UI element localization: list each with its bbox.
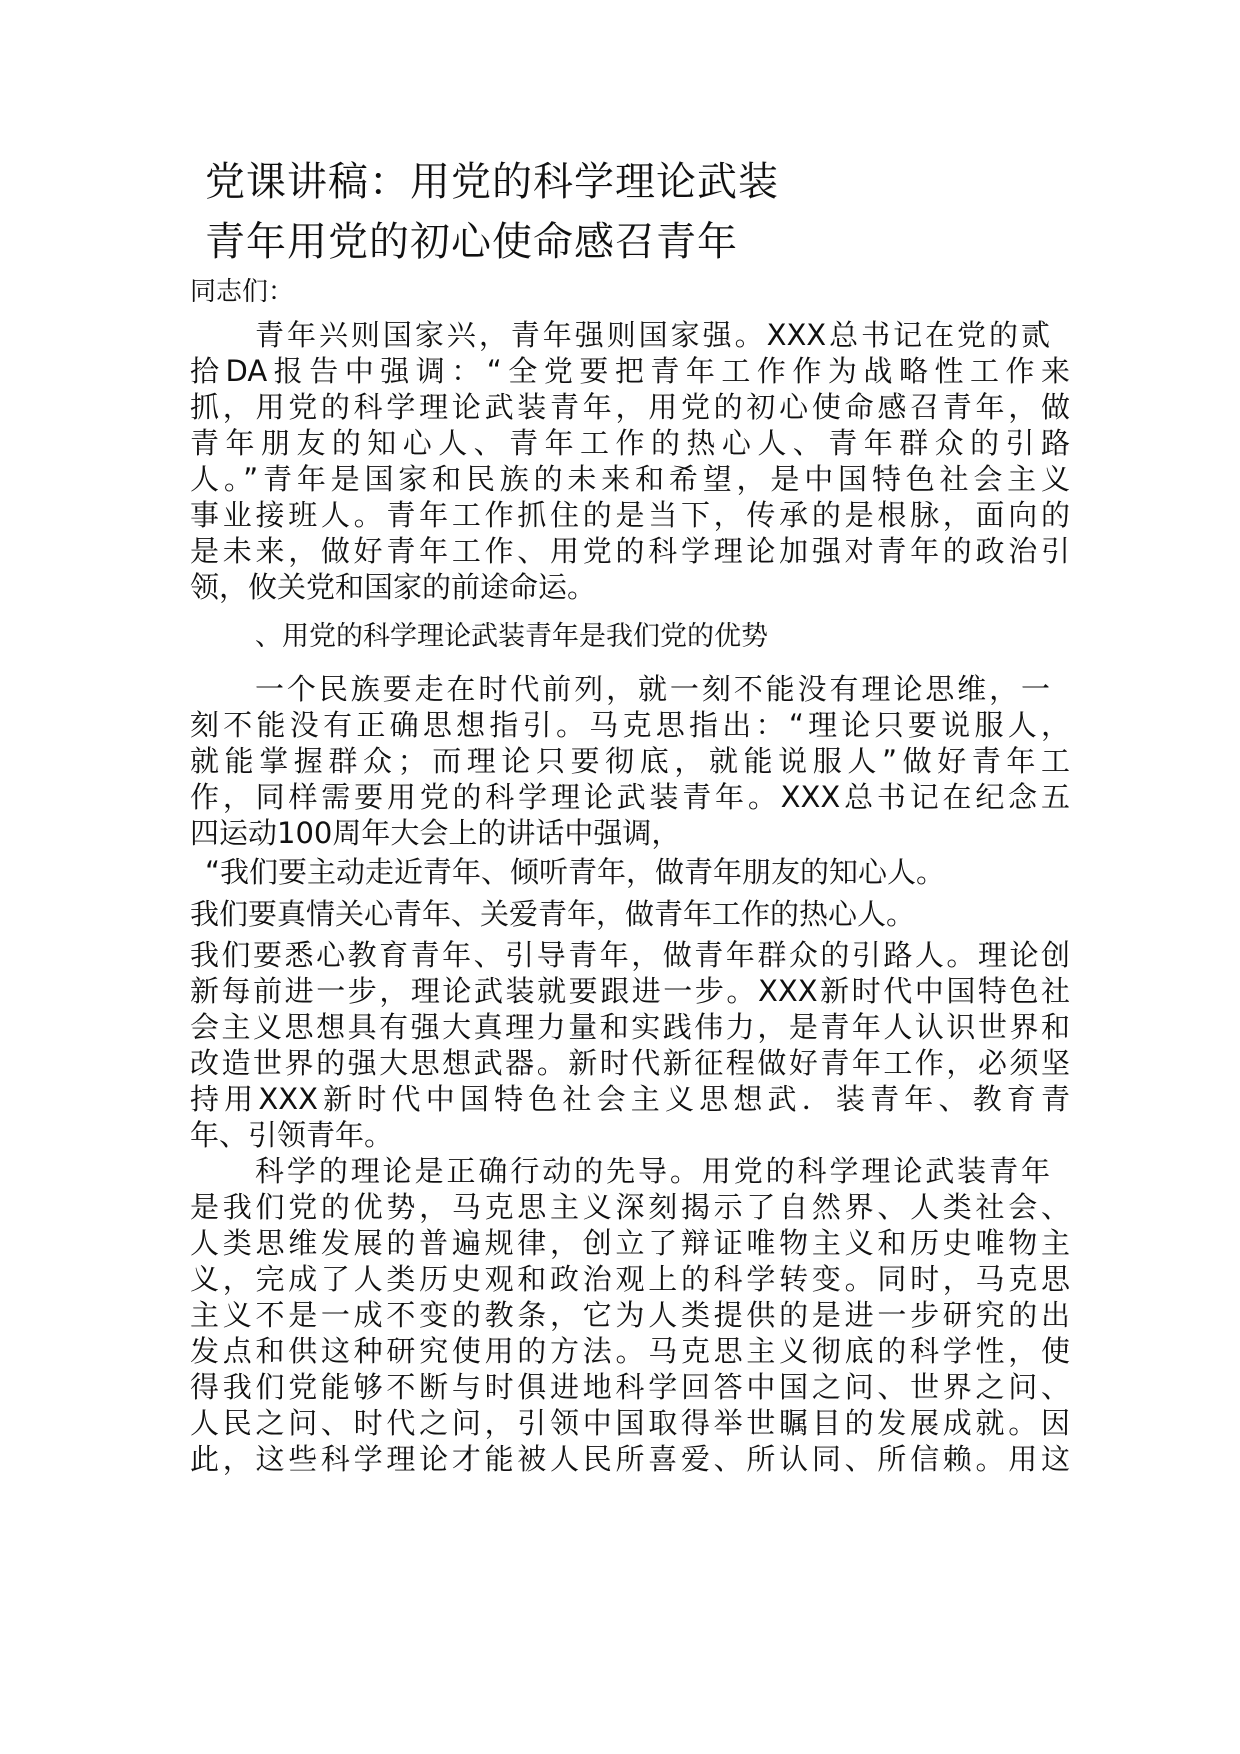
- body-line: 人。”青年是国家和民族的未来和希望，是中国特色社会主义: [190, 462, 1070, 496]
- section-heading: 、用党的科学理论武装青年是我们党的优势: [255, 621, 768, 652]
- document-title-line-2: 青年用党的初心使命感召青年: [205, 219, 738, 265]
- body-line: 青年兴则国家兴，青年强则国家强。XXX总书记在党的贰: [255, 318, 1050, 352]
- body-line: 抓，用党的科学理论武装青年，用党的初心使命感召青年，做: [190, 390, 1070, 424]
- body-line: 就能掌握群众；而理论只要彻底，就能说服人”做好青年工: [190, 744, 1070, 778]
- body-line: 发点和供这种研究使用的方法。马克思主义彻底的科学性，使: [190, 1334, 1070, 1368]
- body-line: 义，完成了人类历史观和政治观上的科学转变。同时，马克思: [190, 1262, 1070, 1296]
- body-line: 改造世界的强大思想武器。新时代新征程做好青年工作，必须坚: [190, 1046, 1070, 1080]
- body-line: 主义不是一成不变的教条，它为人类提供的是进一步研究的出: [190, 1298, 1070, 1332]
- body-line: 新每前进一步，理论武装就要跟进一步。XXX新时代中国特色社: [190, 974, 1070, 1008]
- salutation: 同志们：: [190, 277, 295, 307]
- body-line: 作，同样需要用党的科学理论武装青年。XXX总书记在纪念五: [190, 780, 1070, 814]
- body-line: 事业接班人。青年工作抓住的是当下，传承的是根脉，面向的: [190, 498, 1070, 532]
- body-line: 年、引领青年。: [190, 1118, 394, 1152]
- body-line: 青年朋友的知心人、青年工作的热心人、青年群众的引路: [190, 426, 1070, 460]
- document-title-line-1: 党课讲稿：用党的科学理论武装: [205, 159, 779, 205]
- body-line: 人类思维发展的普遍规律，创立了辩证唯物主义和历史唯物主: [190, 1226, 1070, 1260]
- body-line: 科学的理论是正确行动的先导。用党的科学理论武装青年: [255, 1154, 1050, 1188]
- quote-line: “我们要主动走近青年、倾听青年，做青年朋友的知心人。: [205, 855, 946, 889]
- body-line: 四运动100周年大会上的讲话中强调，: [190, 816, 681, 850]
- body-line: 我们要悉心教育青年、引导青年，做青年群众的引路人。理论创: [190, 938, 1070, 972]
- body-line: 得我们党能够不断与时俱进地科学回答中国之问、世界之问、: [190, 1370, 1070, 1404]
- body-line: 人民之问、时代之问，引领中国取得举世瞩目的发展成就。因: [190, 1406, 1070, 1440]
- body-line: 此，这些科学理论才能被人民所喜爱、所认同、所信赖。用这: [190, 1442, 1070, 1476]
- body-line: 是我们党的优势，马克思主义深刻揭示了自然界、人类社会、: [190, 1190, 1070, 1224]
- body-line: 是未来，做好青年工作、用党的科学理论加强对青年的政治引: [190, 534, 1070, 568]
- body-line: 刻不能没有正确思想指引。马克思指出：“理论只要说服人，: [190, 708, 1070, 742]
- body-line: 会主义思想具有强大真理力量和实践伟力，是青年人认识世界和: [190, 1010, 1070, 1044]
- body-line: 一个民族要走在时代前列，就一刻不能没有理论思维，一: [255, 672, 1050, 706]
- quote-line: 我们要真情关心青年、关爱青年，做青年工作的热心人。: [190, 897, 916, 931]
- body-line: 领，攸关党和国家的前途命运。: [190, 570, 597, 604]
- body-line: 持用XXX新时代中国特色社会主义思想武．装青年、教育青: [190, 1082, 1070, 1116]
- body-line: 拾DA报告中强调：“全党要把青年工作作为战略性工作来: [190, 354, 1070, 388]
